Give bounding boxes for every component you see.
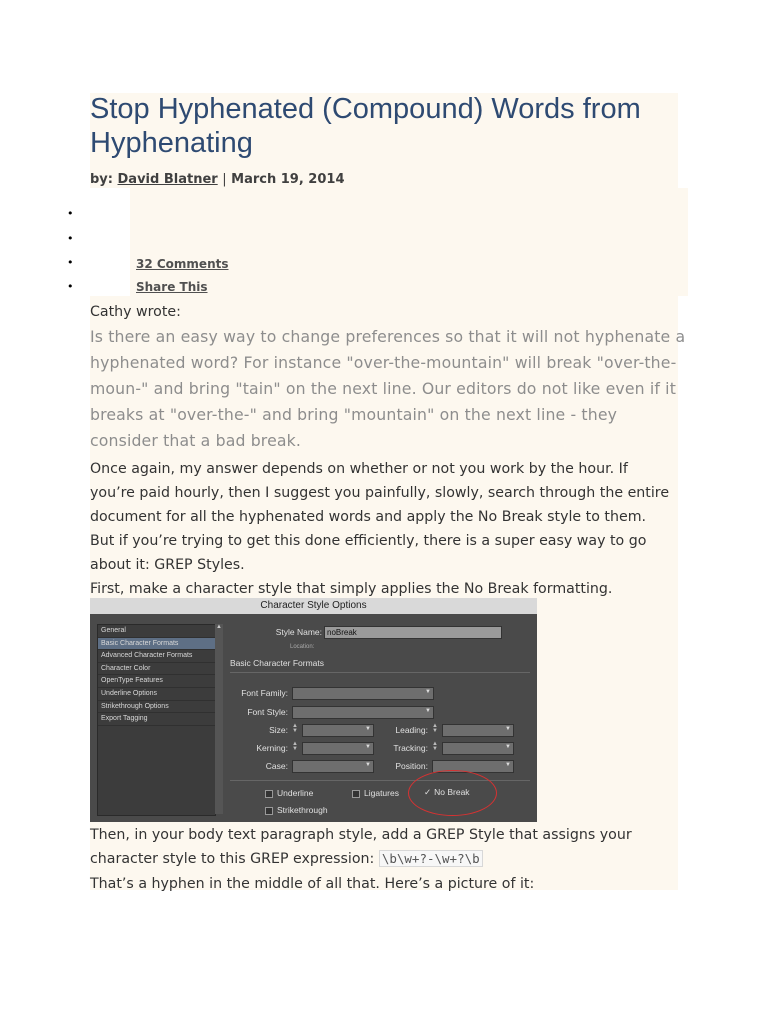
byline-separator: | bbox=[222, 172, 227, 187]
byline-prefix: by: bbox=[90, 172, 113, 187]
section-heading: Basic Character Formats bbox=[230, 658, 324, 668]
meta-band bbox=[130, 188, 688, 296]
list-item[interactable]: Strikethrough Options bbox=[98, 701, 215, 714]
dialog-category-list bbox=[97, 624, 216, 816]
list-bullet: • bbox=[67, 280, 74, 293]
leading-stepper[interactable]: ▲ ▼ bbox=[432, 723, 438, 734]
list-item[interactable]: Advanced Character Formats bbox=[98, 650, 215, 663]
chevron-down-icon: ▼ bbox=[505, 744, 511, 750]
ligatures-label: Ligatures bbox=[364, 788, 399, 798]
underline-checkbox[interactable] bbox=[265, 788, 313, 798]
no-break-label: No Break bbox=[434, 787, 470, 797]
grep-paragraph bbox=[90, 823, 650, 871]
list-item[interactable]: Export Tagging bbox=[98, 713, 215, 726]
chevron-down-icon: ▼ bbox=[365, 726, 371, 732]
category-scrollbar[interactable] bbox=[215, 624, 223, 814]
kerning-dropdown[interactable] bbox=[302, 742, 374, 755]
tracking-dropdown[interactable] bbox=[442, 742, 514, 755]
paragraph-2: But if you’re trying to get this done efficiently, there is a super easy way to go about it: GREP Styles. bbox=[90, 533, 647, 573]
font-family-dropdown[interactable] bbox=[292, 687, 434, 700]
list-item[interactable]: OpenType Features bbox=[98, 675, 215, 688]
tracking-label: Tracking: bbox=[393, 743, 428, 753]
grep-expression: \b\w+?-\w+?\b bbox=[379, 850, 483, 867]
chevron-down-icon: ▼ bbox=[505, 726, 511, 732]
highlight-circle bbox=[408, 770, 497, 816]
scroll-up-icon[interactable]: ▲ bbox=[216, 624, 222, 630]
chevron-down-icon: ▼ bbox=[505, 762, 511, 768]
list-bullet: • bbox=[67, 207, 74, 220]
checkmark-icon: ✓ bbox=[424, 787, 432, 797]
dialog-title: Character Style Options bbox=[90, 598, 537, 614]
reader-question-quote: Is there an easy way to change preferences so that it will not hyphenate a hyphenated word? For instance "over-the-mountain" will break "over-the-moun-" and bring "tain" on the next line. Our editors do not like even if it breaks at "over-the-" and bring "mountain" on the next line - they consider that a bad break. bbox=[90, 327, 686, 450]
kerning-stepper[interactable]: ▲ ▼ bbox=[292, 741, 298, 752]
share-link[interactable]: Share This bbox=[136, 280, 208, 294]
checkbox-icon bbox=[265, 790, 273, 798]
position-label: Position: bbox=[395, 761, 428, 771]
closing-text: That’s a hyphen in the middle of all that. Here’s a picture of it: bbox=[90, 876, 535, 892]
grep-paragraph-text: Then, in your body text paragraph style, add a GREP Style that assigns your character style to this GREP expression: bbox=[90, 827, 632, 867]
tracking-stepper[interactable]: ▲ ▼ bbox=[432, 741, 438, 752]
size-label: Size: bbox=[269, 725, 288, 735]
page-title: Stop Hyphenated (Compound) Words from Hyphenating bbox=[90, 93, 641, 159]
size-stepper[interactable]: ▲ ▼ bbox=[292, 723, 298, 734]
style-name-label: Style Name: bbox=[275, 627, 322, 637]
author-link[interactable]: David Blatner bbox=[117, 172, 218, 187]
chevron-down-icon: ▼ bbox=[365, 744, 371, 750]
strikethrough-checkbox[interactable] bbox=[265, 805, 328, 815]
paragraph-3: First, make a character style that simply applies the No Break formatting. bbox=[90, 581, 613, 597]
list-item[interactable]: Underline Options bbox=[98, 688, 215, 701]
list-bullet: • bbox=[67, 256, 74, 269]
location-label: Location: bbox=[290, 644, 315, 650]
font-family-label: Font Family: bbox=[241, 688, 288, 698]
chevron-down-icon: ▼ bbox=[365, 762, 371, 768]
leading-label: Leading: bbox=[395, 725, 428, 735]
font-style-dropdown[interactable] bbox=[292, 706, 434, 719]
list-item[interactable]: General bbox=[98, 625, 215, 638]
style-name-input[interactable]: noBreak bbox=[324, 626, 502, 639]
checkbox-icon bbox=[352, 790, 360, 798]
leading-dropdown[interactable] bbox=[442, 724, 514, 737]
case-dropdown[interactable] bbox=[292, 760, 374, 773]
byline bbox=[90, 172, 344, 187]
ligatures-checkbox[interactable] bbox=[352, 788, 399, 798]
divider bbox=[230, 672, 530, 673]
size-dropdown[interactable] bbox=[302, 724, 374, 737]
intro-text: Cathy wrote: bbox=[90, 304, 181, 320]
font-style-label: Font Style: bbox=[247, 707, 288, 717]
chevron-down-icon: ▼ bbox=[425, 689, 431, 695]
list-item[interactable]: Basic Character Formats bbox=[98, 638, 215, 651]
case-label: Case: bbox=[265, 761, 288, 771]
character-style-options-screenshot bbox=[90, 598, 537, 822]
comments-link[interactable]: 32 Comments bbox=[136, 257, 229, 271]
list-bullet: • bbox=[67, 232, 74, 245]
post-date: March 19, 2014 bbox=[231, 172, 345, 187]
kerning-label: Kerning: bbox=[256, 743, 288, 753]
strikethrough-label: Strikethrough bbox=[277, 805, 328, 815]
chevron-down-icon: ▼ bbox=[425, 708, 431, 714]
list-item[interactable]: Character Color bbox=[98, 663, 215, 676]
checkbox-icon bbox=[265, 807, 273, 815]
paragraph-1: Once again, my answer depends on whether or not you work by the hour. If you’re paid hourly, then I suggest you painfully, slowly, search through the entire document for all the hyphenated words and apply the No Break style to them. bbox=[90, 461, 670, 525]
underline-label: Underline bbox=[277, 788, 314, 798]
